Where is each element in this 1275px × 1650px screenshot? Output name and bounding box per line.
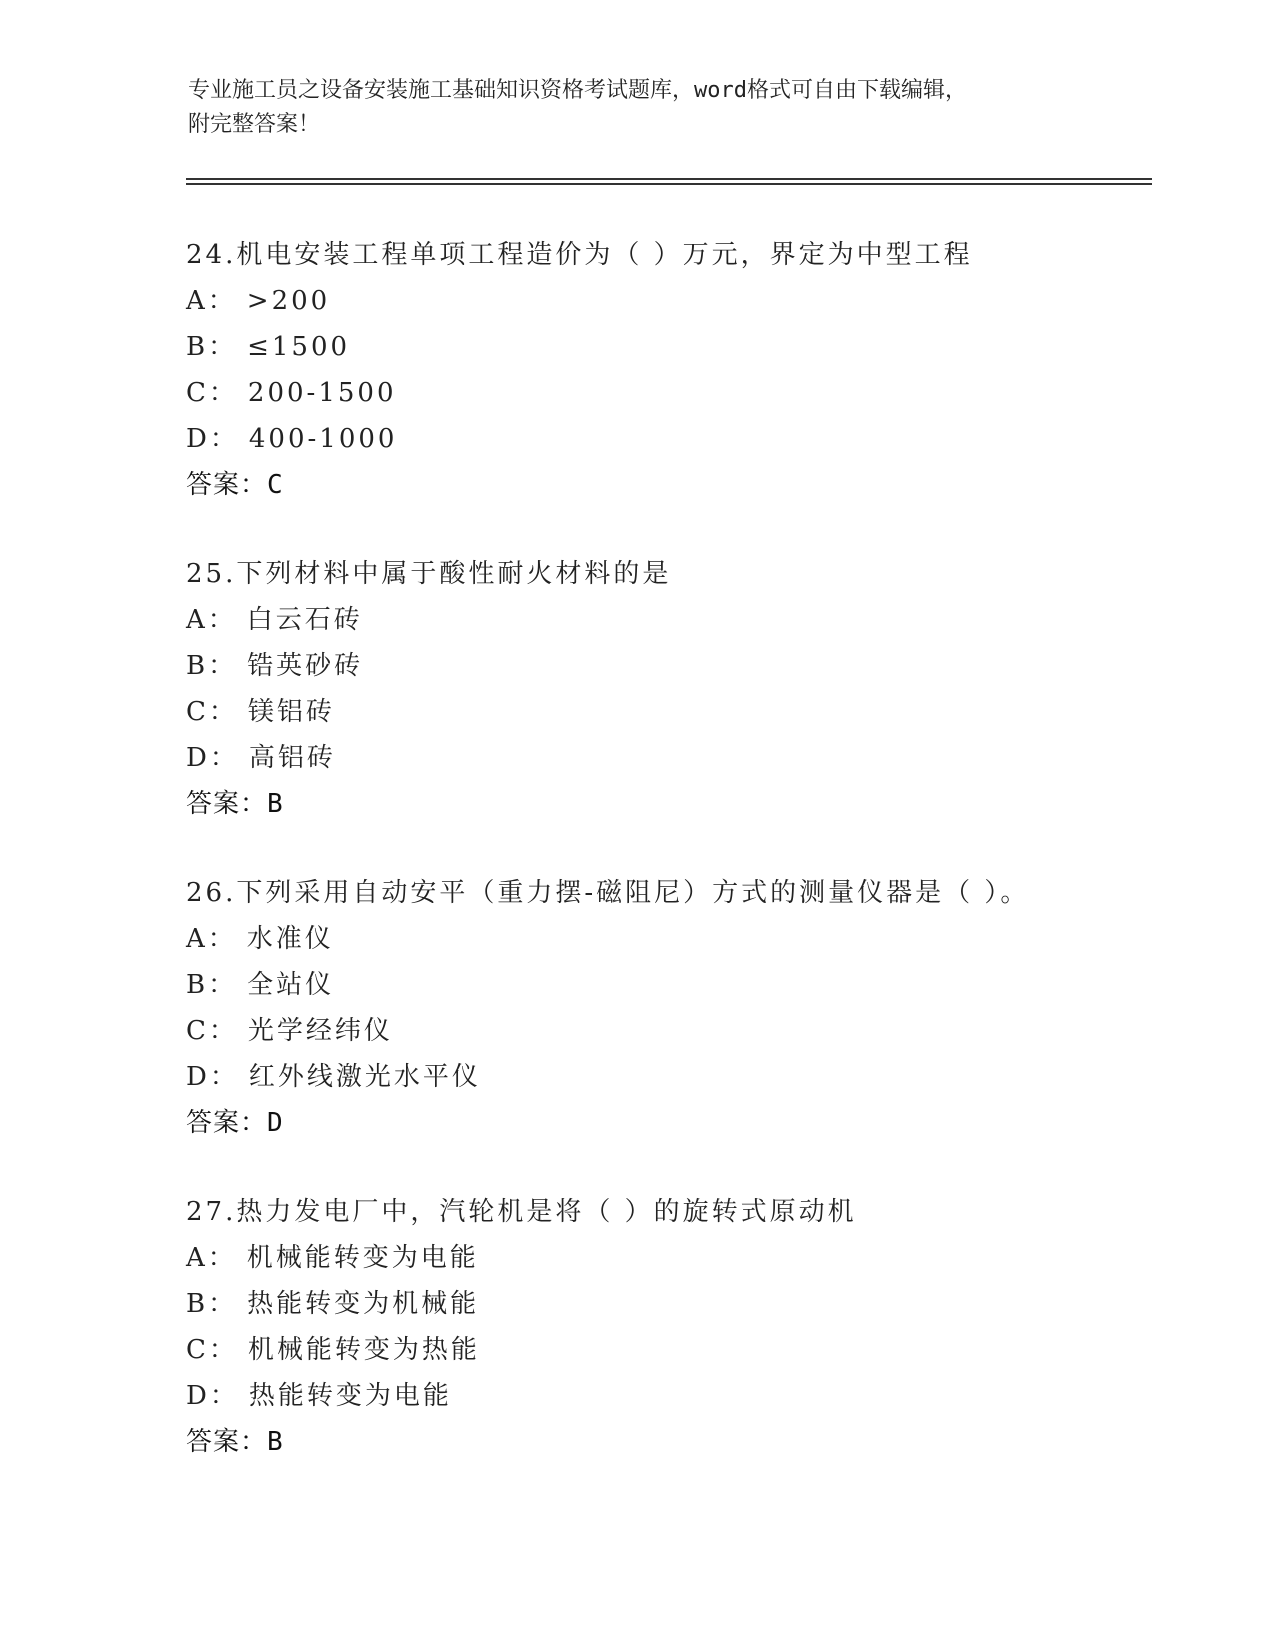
option-key: D： — [186, 1381, 239, 1411]
question-24 — [186, 232, 1146, 551]
option-value: 光学经纬仪 — [247, 1016, 393, 1046]
question-title: 26.下列采用自动安平（重力摆-磁阻尼）方式的测量仪器是（ ）。 — [186, 878, 1030, 908]
answer-line: 答案：C — [186, 470, 284, 500]
option-key: C： — [186, 697, 238, 727]
option-d — [186, 735, 1146, 781]
option-key: C： — [186, 1335, 238, 1365]
header-divider-bottom — [186, 183, 1152, 185]
option-key: A： — [186, 924, 237, 954]
option-key: B： — [186, 651, 238, 681]
question-list — [186, 232, 1146, 1508]
option-value: >200 — [246, 286, 331, 316]
question-27 — [186, 1189, 1146, 1508]
option-d — [186, 416, 1146, 462]
option-key: D： — [186, 743, 239, 773]
option-value: 红外线激光水平仪 — [248, 1062, 481, 1092]
option-c — [186, 1327, 1146, 1373]
option-d — [186, 1373, 1146, 1419]
option-value: 锆英砂砖 — [247, 651, 364, 681]
option-key: A： — [186, 286, 237, 316]
option-value: ≤1500 — [247, 332, 351, 362]
document-header — [188, 74, 1068, 142]
question-26 — [186, 870, 1146, 1189]
option-d — [186, 1054, 1146, 1100]
option-key: C： — [186, 378, 238, 408]
option-key: B： — [186, 332, 238, 362]
option-value: 热能转变为机械能 — [247, 1289, 480, 1319]
option-key: D： — [186, 424, 239, 454]
option-key: D： — [186, 1062, 239, 1092]
option-a — [186, 916, 1146, 962]
option-key: C： — [186, 1016, 238, 1046]
answer-line: 答案：B — [186, 1427, 284, 1457]
option-key: A： — [186, 1243, 237, 1273]
option-b — [186, 324, 1146, 370]
option-c — [186, 689, 1146, 735]
option-value: 机械能转变为电能 — [246, 1243, 479, 1273]
option-b — [186, 1281, 1146, 1327]
option-key: B： — [186, 970, 238, 1000]
option-value: 热能转变为电能 — [248, 1381, 452, 1411]
option-value: 机械能转变为热能 — [247, 1335, 480, 1365]
question-title: 25.下列材料中属于酸性耐火材料的是 — [186, 559, 672, 589]
option-key: B： — [186, 1289, 238, 1319]
answer-line: 答案：D — [186, 1108, 284, 1138]
option-value: 镁铝砖 — [247, 697, 335, 727]
answer-line: 答案：B — [186, 789, 284, 819]
option-a — [186, 1235, 1146, 1281]
option-key: A： — [186, 605, 237, 635]
option-value: 高铝砖 — [248, 743, 336, 773]
question-title: 24.机电安装工程单项工程造价为（ ）万元，界定为中型工程 — [186, 240, 973, 270]
header-line-1: 专业施工员之设备安装施工基础知识资格考试题库，word格式可自由下载编辑， — [188, 78, 967, 103]
header-divider-top — [186, 178, 1152, 180]
question-25 — [186, 551, 1146, 870]
option-value: 400-1000 — [248, 424, 398, 454]
option-a — [186, 597, 1146, 643]
header-line-2: 附完整答案！ — [188, 112, 321, 137]
option-a — [186, 278, 1146, 324]
option-value: 白云石砖 — [246, 605, 363, 635]
option-value: 全站仪 — [247, 970, 335, 1000]
option-b — [186, 643, 1146, 689]
option-c — [186, 1008, 1146, 1054]
option-value: 水准仪 — [246, 924, 334, 954]
question-title: 27.热力发电厂中，汽轮机是将（ ）的旋转式原动机 — [186, 1197, 857, 1227]
option-b — [186, 962, 1146, 1008]
option-value: 200-1500 — [247, 378, 397, 408]
option-c — [186, 370, 1146, 416]
